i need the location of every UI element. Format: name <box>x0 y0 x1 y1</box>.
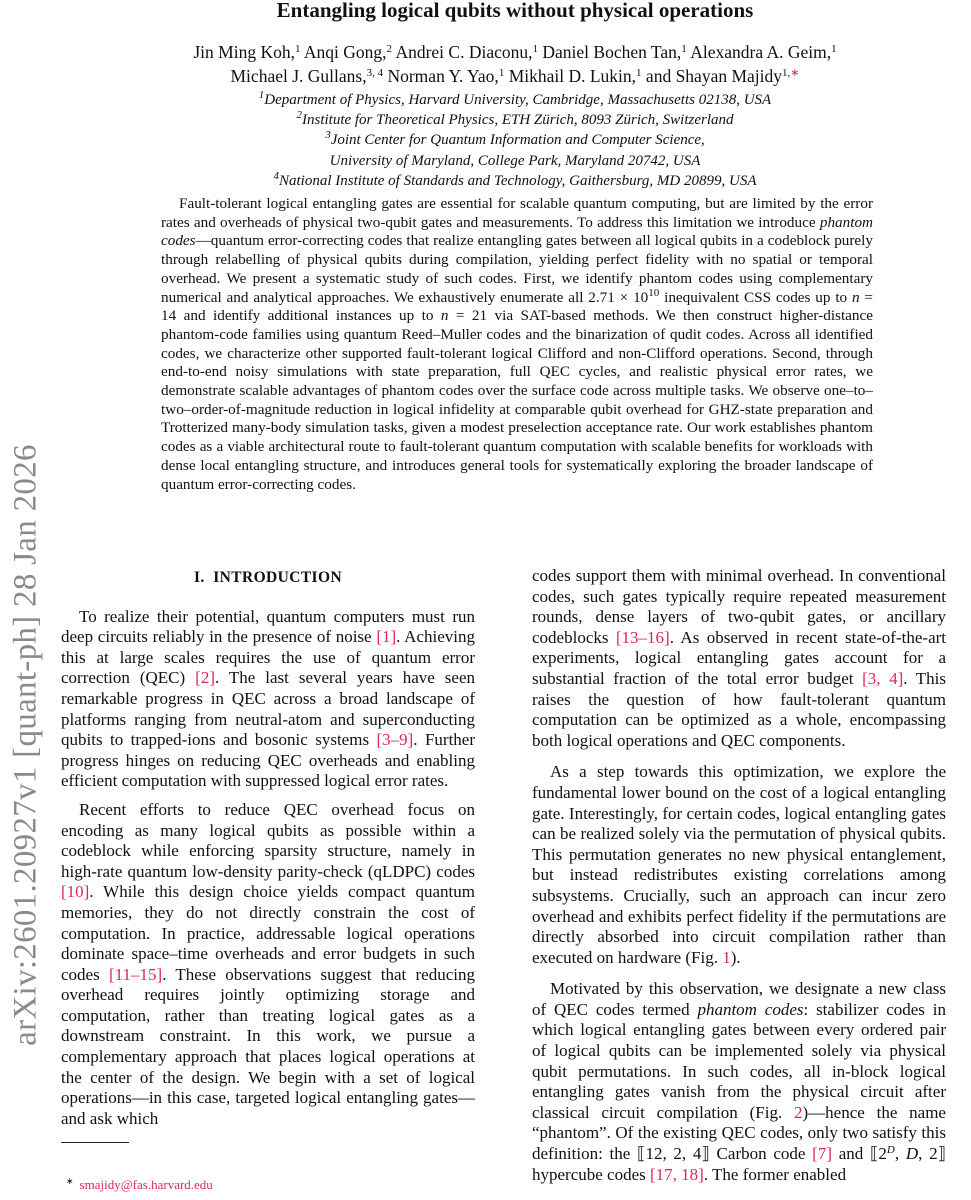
paragraph: Recent efforts to reduce QEC overhead focus on encoding as many logical qubits as possible within a codeblock while enforcing sparsity structure, namely in high-rate quantum low-density parity-check (qLDPC) codes [10]. While this design choice yields compact quantum memories, they do not directly constrain the cost of computation. In practice, addressable logical operations dominate space–time overheads and error budgets in such codes [11–15]. These observations suggest that reducing overhead requires jointly optimizing storage and computation, rather than treating logical gates as a downstream constraint. In this work, we pursue a complementary approach that places logical operations at the center of the design. We begin with a set of logical operations—in this case, targeted logical entangling gates—and ask which <box>61 799 475 1128</box>
left-column <box>61 565 475 1137</box>
author: Michael J. Gullans,$^{3, 4}$ <box>230 66 384 86</box>
arxiv-id-text: arXiv:2601.20927v1 [quant-ph] 28 Jan 2026 <box>7 444 44 1046</box>
section-heading: I. INTRODUCTION <box>193 569 343 586</box>
right-column <box>532 566 946 1196</box>
arxiv-identifier <box>0 0 52 1200</box>
paragraph: To realize their potential, quantum computers must run deep circuits reliably in the presence of noise [1]. Achieving this at large scales requires the use of quantum error correction (QEC) [2]. The last several years have seen remarkable progress in QEC across a broad landscape of platforms ranging from neutral-atom and superconducting qubits to trapped-ions and bosonic systems [3–9]. Further progress hinges on reducing QEC overheads and enabling efficient computation with suppressed logical error rates. <box>61 606 476 791</box>
affiliation: $^1$Department of Physics, Harvard University, Cambridge, Massachusetts 02138, USA <box>258 89 772 108</box>
affiliation: $^3$Joint Center for Quantum Information and Computer Science, <box>325 129 705 149</box>
paragraph: Motivated by this observation, we designate a new class of QEC codes termed phantom codes: stabilizer codes in which logical entangling gates between every ordered pair of logical qubits can be implemented solely via physical qubit permutations. In such codes, all in-block logical entangling gates vanish from the physical circuit after classical circuit compilation (Fig. 2)—hence the name “phantom”. Of the existing QEC codes, only two satisfy this definition: the ⟦12, 2, 4⟧ Carbon code [7] and $⟦2^D$, D, 2⟧ hypercube codes [17, 18]. The former enabled <box>532 979 947 1184</box>
abstract: Fault-tolerant logical entangling gates are essential for scalable quantum computing, but are limited by the error rates and overheads of physical two-qubit gates and measurements. To address this limitation we introduce phantom codes—quantum error-correcting codes that realize entangling gates between all logical qubits in a codeblock purely through relabelling of physical qubits during compilation, yielding perfect fidelity with no spatial or temporal overhead. We present a systematic study of such codes. First, we identify phantom codes using complementary numerical and analytical approaches. We exhaustively enumerate all $2.71 \times 10^{10}$ inequivalent CSS codes up to n = 14 and identify additional instances up to n = 21 via SAT-based methods. We then construct higher-distance phantom-code families using quantum Reed–Muller codes and the binarization of qudit codes. Across all identified codes, we characterize other supported fault-tolerant logical Clifford and non-Clifford operations. Second, through end-to-end noisy simulations with state preparation, full QEC cycles, and realistic physical error rates, we demonstrate scalable advantages of phantom codes over the surface code across multiple tasks. We observe one–to–two–order-of-magnitude reduction in logical infidelity at comparable qubit overhead for GHZ-state preparation and Trotterized many-body simulation tasks, given a modest preselection acceptance rate. Our work establishes phantom codes as a viable architectural route to fault-tolerant quantum computation with scalable benefits for workloads with dense local entangling structure, and introduces general tools for systematically exploring the broader landscape of quantum error-correcting codes. <box>161 195 873 493</box>
figure-link[interactable]: 2 <box>794 1102 803 1122</box>
affiliations <box>130 90 900 191</box>
author: Mikhail D. Lukin,$^1$ <box>508 66 642 86</box>
corresponding-author-link[interactable]: ∗ <box>790 67 800 79</box>
author-line-1 <box>130 40 900 64</box>
paragraph: codes support them with minimal overhead. In conventional codes, such gates typically require repeated measurement rounds, dense layers of two-qubit gates, or ancillary codeblocks [13–16]. As observed in recent state-of-the-art experiments, logical entangling gates account for a substantial fraction of the total error budget [3, 4]. This raises the question of how fault-tolerant quantum computation can be optimized as a whole, encompassing both logical operations and QEC components. <box>532 566 946 750</box>
affiliation: University of Maryland, College Park, Maryland 20742, USA <box>329 152 701 169</box>
author: Andrei C. Diaconu,$^1$ <box>395 42 538 62</box>
citation-link[interactable]: [2] <box>195 668 215 688</box>
author: Jin Ming Koh,$^1$ <box>193 42 301 62</box>
citation-link[interactable]: [7] <box>812 1144 832 1164</box>
author: and Shayan Majidy$^{1,∗}$ <box>645 66 800 86</box>
citation-link[interactable]: [3–9] <box>376 730 414 750</box>
citation-link[interactable]: [10] <box>61 882 90 902</box>
footnote-rule <box>61 1142 129 1143</box>
paper-title: Entangling logical qubits without physical operations <box>276 0 754 22</box>
affiliation: $^2$Institute for Theoretical Physics, ETH Zürich, 8093 Zürich, Switzerland <box>296 109 734 129</box>
citation-link[interactable]: [17, 18] <box>650 1164 704 1184</box>
footnote: ∗ smajidy@fas.harvard.edu <box>66 1176 213 1192</box>
author: Alexandra A. Geim,$^1$ <box>690 42 837 62</box>
citation-link[interactable]: [1] <box>376 627 397 647</box>
affiliation: $^4$National Institute of Standards and Technology, Gaithersburg, MD 20899, USA <box>273 169 757 189</box>
citation-link[interactable]: [13–16] <box>615 627 670 647</box>
author: Anqi Gong,$^2$ <box>303 42 393 62</box>
citation-link[interactable]: [3, 4] <box>862 668 904 688</box>
author: Norman Y. Yao,$^1$ <box>387 66 505 86</box>
author-line-2 <box>130 64 900 88</box>
citation-link[interactable]: [11–15] <box>108 964 163 984</box>
author: Daniel Bochen Tan,$^1$ <box>542 42 687 62</box>
figure-link[interactable]: 1 <box>722 947 731 967</box>
email-link[interactable]: smajidy@fas.harvard.edu <box>79 1177 213 1192</box>
paragraph: As a step towards this optimization, we explore the fundamental lower bound on the cost of a logical entangling gate. Interestingly, for certain codes, logical entangling gates can be realized solely via the permutation of physical qubits. This permutation generates no new physical entanglement, but instead redistributes existing correlations among subsystems. Crucially, such an approach can incur zero overhead and exhibits perfect fidelity if the permutations are directly absorbed into circuit compilation rather than executed on hardware (Fig. 1). <box>532 762 946 967</box>
author-list <box>130 40 900 88</box>
